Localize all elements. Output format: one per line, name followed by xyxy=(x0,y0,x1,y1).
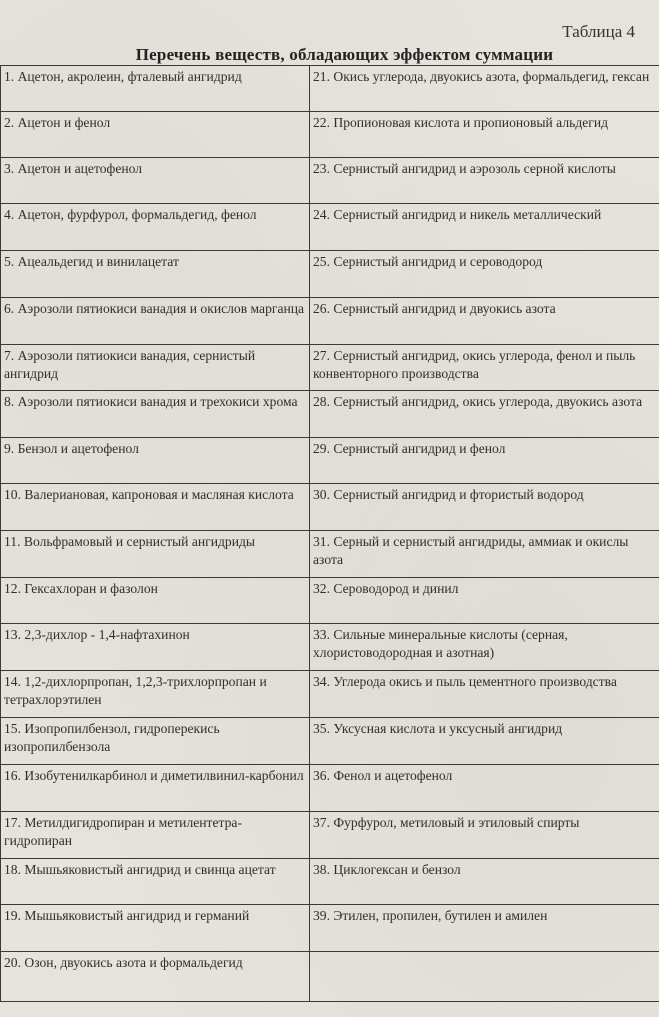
table-cell-left: 10. Валериановая, капроновая и масляная кислота xyxy=(1,484,310,531)
table-cell-left: 6. Аэрозоли пятиокиси ванадия и окислов марганца xyxy=(1,298,310,345)
substances-table-body xyxy=(1,66,659,1002)
table-cell-right: 39. Этилен, пропилен, бутилен и амилен xyxy=(310,905,659,952)
table-cell-right: 35. Уксусная кислота и уксусный ангидрид xyxy=(310,718,659,765)
table-cell-right: 38. Циклогексан и бензол xyxy=(310,859,659,905)
table-row xyxy=(1,345,659,391)
table-cell-left: 7. Аэрозоли пятиокиси ванадия, сернистый ангидрид xyxy=(1,345,310,391)
table-row xyxy=(1,298,659,345)
table-cell-right xyxy=(310,952,659,1002)
table-row xyxy=(1,158,659,204)
table-cell-right: 30. Сернистый ангидрид и фтористый водород xyxy=(310,484,659,531)
table-cell-left: 20. Озон, двуокись азота и формальдегид xyxy=(1,952,310,1002)
table-cell-left: 3. Ацетон и ацетофенол xyxy=(1,158,310,204)
table-row xyxy=(1,112,659,158)
substances-table xyxy=(0,65,659,1002)
table-title: Перечень веществ, обладающих эффектом суммации xyxy=(135,45,554,64)
table-cell-left: 8. Аэрозоли пятиокиси ванадия и трехокиси хрома xyxy=(1,391,310,438)
table-cell-left: 16. Изобутенилкарбинол и диметилвинил-карбонил xyxy=(1,765,310,812)
table-cell-right: 28. Сернистый ангидрид, окись углерода, двуокись азота xyxy=(310,391,659,438)
table-row xyxy=(1,718,659,765)
table-row xyxy=(1,812,659,859)
table-cell-left: 11. Вольфрамовый и сернистый ангидриды xyxy=(1,531,310,578)
table-cell-right: 33. Сильные минеральные кислоты (серная, хлористоводородная и азотная) xyxy=(310,624,659,671)
table-row xyxy=(1,438,659,484)
table-cell-left: 18. Мышьяковистый ангидрид и свинца ацетат xyxy=(1,859,310,905)
table-row xyxy=(1,859,659,905)
table-cell-right: 21. Окись углерода, двуокись азота, формальдегид, гексан xyxy=(310,66,659,112)
table-row xyxy=(1,66,659,112)
table-cell-left: 12. Гексахлоран и фазолон xyxy=(1,578,310,624)
table-cell-right: 32. Сероводород и динил xyxy=(310,578,659,624)
table-cell-left: 5. Ацеальдегид и винилацетат xyxy=(1,251,310,298)
table-row xyxy=(1,671,659,718)
table-cell-right: 25. Сернистый ангидрид и сероводород xyxy=(310,251,659,298)
table-cell-left: 15. Изопропилбензол, гидроперекись изопропилбензола xyxy=(1,718,310,765)
table-cell-right: 37. Фурфурол, метиловый и этиловый спирты xyxy=(310,812,659,859)
table-cell-right: 29. Сернистый ангидрид и фенол xyxy=(310,438,659,484)
table-row xyxy=(1,905,659,952)
table-row xyxy=(1,531,659,578)
table-cell-right: 24. Сернистый ангидрид и никель металлический xyxy=(310,204,659,251)
table-row xyxy=(1,578,659,624)
table-cell-right: 22. Пропионовая кислота и пропионовый альдегид xyxy=(310,112,659,158)
table-cell-left: 9. Бензол и ацетофенол xyxy=(1,438,310,484)
table-cell-left: 13. 2,3-дихлор - 1,4-нафтахинон xyxy=(1,624,310,671)
table-row xyxy=(1,204,659,251)
table-cell-left: 14. 1,2-дихлорпропан, 1,2,3-трихлорпропан и тетрахлорэтилен xyxy=(1,671,310,718)
table-cell-right: 34. Углерода окись и пыль цементного производства xyxy=(310,671,659,718)
table-cell-left: 2. Ацетон и фенол xyxy=(1,112,310,158)
table-cell-left: 1. Ацетон, акролеин, фталевый ангидрид xyxy=(1,66,310,112)
table-cell-left: 19. Мышьяковистый ангидрид и германий xyxy=(1,905,310,952)
table-cell-right: 23. Сернистый ангидрид и аэрозоль серной кислоты xyxy=(310,158,659,204)
table-row xyxy=(1,624,659,671)
table-row xyxy=(1,391,659,438)
table-cell-left: 17. Метилдигидропиран и метилентетра-гидропиран xyxy=(1,812,310,859)
table-cell-left: 4. Ацетон, фурфурол, формальдегид, фенол xyxy=(1,204,310,251)
table-cell-right: 36. Фенол и ацетофенол xyxy=(310,765,659,812)
table-row xyxy=(1,765,659,812)
table-row xyxy=(1,251,659,298)
table-row xyxy=(1,484,659,531)
table-cell-right: 27. Сернистый ангидрид, окись углерода, фенол и пыль конвенторного производства xyxy=(310,345,659,391)
table-number: Таблица 4 xyxy=(562,22,635,41)
table-cell-right: 26. Сернистый ангидрид и двуокись азота xyxy=(310,298,659,345)
table-row xyxy=(1,952,659,1002)
table-cell-right: 31. Серный и сернистый ангидриды, аммиак и окислы азота xyxy=(310,531,659,578)
substances-table-wrapper xyxy=(0,65,659,1002)
